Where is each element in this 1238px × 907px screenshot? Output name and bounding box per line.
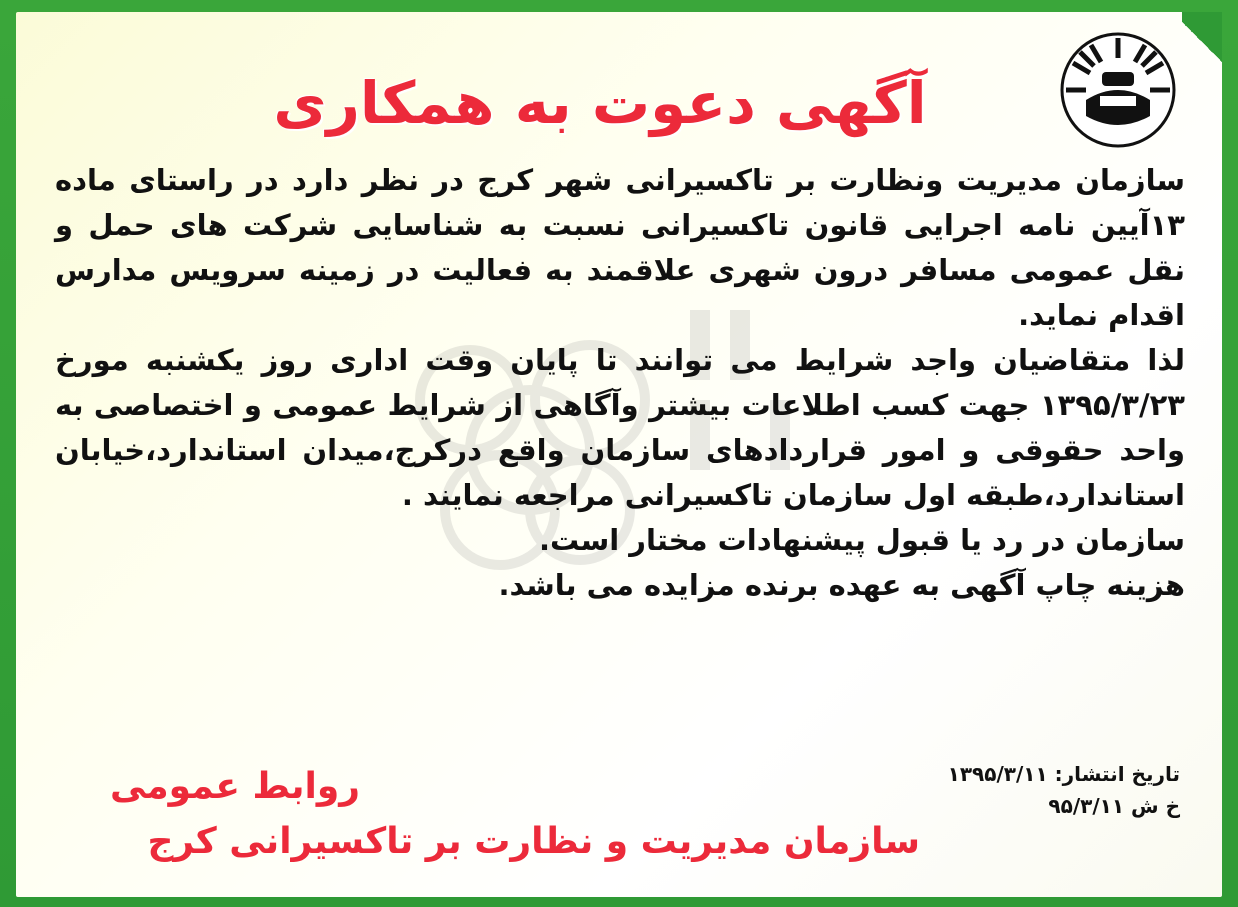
paragraph-cost: هزینه چاپ آگهی به عهده برنده مزایده می باشد. <box>498 568 1185 602</box>
notice-body <box>55 158 1185 608</box>
signature-organization: سازمان مدیریت و نظارت بر تاکسیرانی کرج <box>147 821 920 862</box>
notice-title: آگهی دعوت به همکاری <box>273 69 927 137</box>
paragraph-reservation: سازمان در رد یا قبول پیشنهادات مختار است. <box>538 523 1185 557</box>
taxi-organization-logo-icon <box>1058 30 1178 150</box>
paragraph-instructions: لذا متقاضیان واجد شرایط می توانند تا پایان وقت اداری روز یکشنبه مورخ ۱۳۹۵/۳/۲۳ جهت کسب اطلاعات بیشتر وآگاهی از شرایط عمومی و اختصاصی به واحد حقوقی و امور قراردادهای سازمان واقع درکرج،میدان استاندارد،خیابان استاندارد،طبقه اول سازمان تاکسیرانی مراجعه نمایند . <box>55 343 1185 512</box>
publish-date: تاریخ انتشار: ۱۳۹۵/۳/۱۱ <box>947 762 1180 786</box>
publication-info <box>948 758 1180 822</box>
reference-code: خ ش ۹۵/۳/۱۱ <box>1048 794 1180 818</box>
signature-department: روابط عمومی <box>109 766 360 807</box>
page-fold <box>1182 12 1222 72</box>
paragraph-intro: سازمان مدیریت ونظارت بر تاکسیرانی شهر کرج در نظر دارد در راستای ماده ۱۳آیین نامه اجرایی قانون تاکسیرانی نسبت به شناسایی شرکت های حمل و نقل عمومی مسافر درون شهری علاقمند به فعالیت در زمینه سرویس مدارس اقدام نماید. <box>55 163 1185 332</box>
